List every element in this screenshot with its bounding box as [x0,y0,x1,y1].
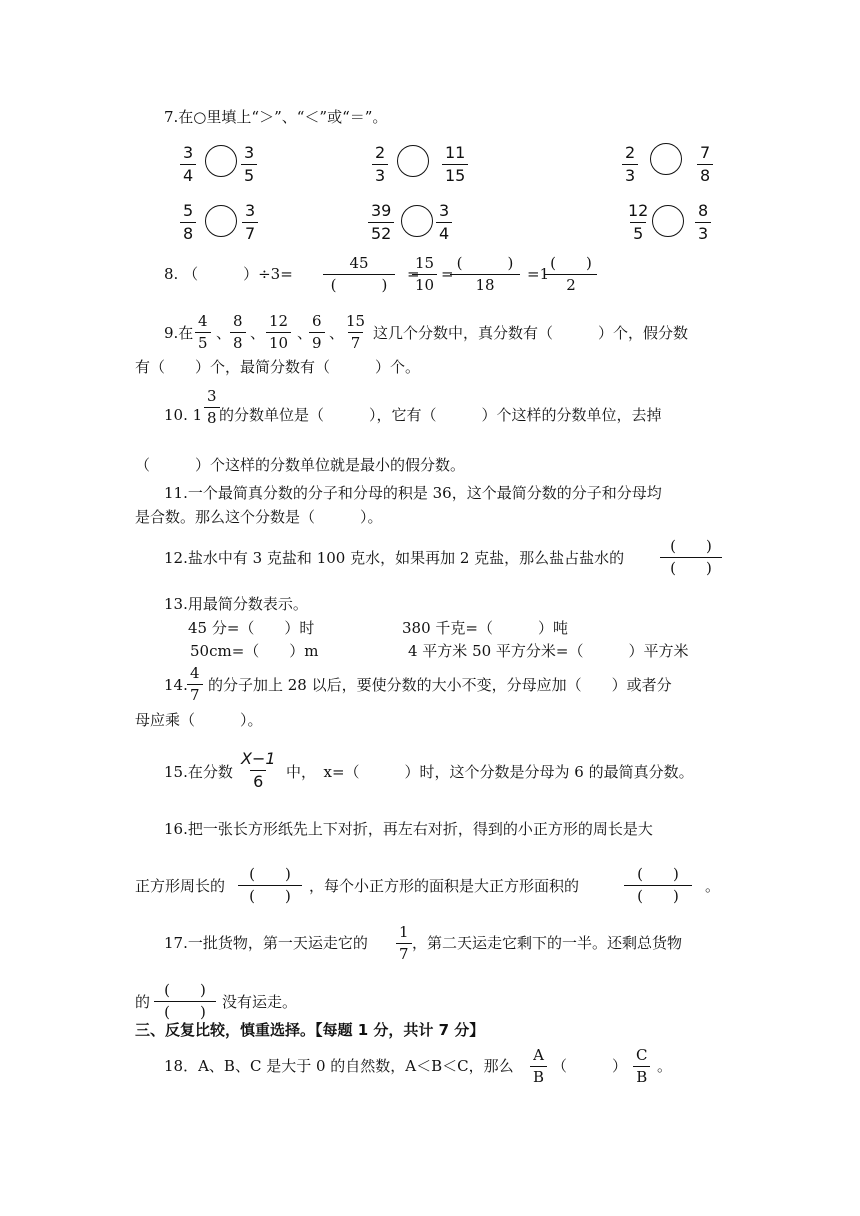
q18-end: 。 [657,1057,673,1075]
q7-frac: $\frac{7}{8}$ [697,145,713,184]
q9-frac: $\frac{15}{7}$ [346,312,366,352]
q7-frac: $\frac{12}{5}$ [628,201,649,243]
q8-frac-1: 45 ( ) [323,256,395,293]
q18-answer-blank[interactable]: （ ） [552,1057,628,1075]
q16-line2c: 。 [705,877,721,895]
q7-frac: $\frac{5}{8}$ [180,203,196,242]
q16-answer-blank-1[interactable]: ( ) ( ) [238,867,302,904]
q17-line2a: 的 [135,993,151,1011]
q7-answer-circle[interactable] [650,143,682,175]
q13-stem: 13.用最简分数表示。 [164,595,308,613]
q13-item: 45 分=（ ）时 [188,619,315,637]
q13-item: 4 平方米 50 平方分米=（ ）平方米 [408,642,689,660]
q11-line2: 是合数。那么这个分数是（ ）。 [135,508,383,526]
q9-sep: 、 [329,324,345,342]
q16-answer-blank-2[interactable]: ( ) ( ) [624,867,692,904]
q7-answer-circle[interactable] [652,205,684,237]
q14-frac: $\frac{4}{7}$ [187,666,203,703]
q10-prefix: 10. 1 [164,406,203,424]
q16-line2b: ，每个小正方形的面积是大正方形面积的 [309,877,580,895]
section-3-heading: 三、反复比较，慎重选择。【每题 1 分，共计 7 分】 [135,1021,485,1039]
q18-frac-2: $\frac{C}{B}$ [633,1048,650,1085]
q9-sep: 、 [297,324,313,342]
q7-answer-circle[interactable] [205,145,237,177]
q8-equals-one: =1 [527,265,550,283]
q10-line1: 的分数单位是（ ），它有（ ）个这样的分数单位，去掉 [219,406,662,424]
q9-sep: 、 [250,324,266,342]
q8-frac-4: ( ) 2 [545,256,597,293]
q14-line1: 的分子加上 28 以后，要使分数的大小不变，分母应加（ ）或者分 [208,676,672,694]
q8-prefix: 8. （ ）÷3= [164,265,293,283]
q16-line2a: 正方形周长的 [135,877,226,895]
q9-frac: $\frac{8}{8}$ [230,314,246,351]
q7-frac: $\frac{8}{3}$ [695,203,711,242]
q8-frac-3: ( ) 18 [450,256,520,293]
q9-line1: 这几个分数中，真分数有（ ）个，假分数 [373,324,689,342]
q7-frac: $\frac{3}{4}$ [436,203,452,242]
q7-frac: $\frac{2}{3}$ [622,145,638,184]
q17-answer-blank[interactable]: ( ) ( ) [154,983,216,1020]
q9-frac: $\frac{6}{9}$ [309,314,325,351]
q7-answer-circle[interactable] [397,145,429,177]
q7-answer-circle[interactable] [205,205,237,237]
q9-prefix: 9.在 [164,324,194,342]
q9-sep: 、 [216,324,232,342]
q8-equals: = [407,265,420,283]
q12-text: 12.盐水中有 3 克盐和 100 克水，如果再加 2 克盐，那么盐占盐水的 [164,549,625,567]
q10-line2: （ ）个这样的分数单位就是最小的假分数。 [135,456,466,474]
q7-frac: $\frac{3}{4}$ [180,145,196,184]
q14-prefix: 14. [164,676,188,694]
q9-frac: $\frac{12}{10}$ [266,314,291,351]
q17-prefix: 17.一批货物，第一天运走它的 [164,934,368,952]
q7-frac: $\frac{3}{7}$ [242,203,258,242]
q7-frac: $\frac{2}{3}$ [372,145,388,184]
q7-frac: $\frac{11}{15}$ [442,145,468,184]
q8-equals: = [441,265,454,283]
q18-prefix: 18．A、B、C 是大于 0 的自然数，A＜B＜C，那么 [164,1057,514,1075]
q17-line1: ，第二天运走它剩下的一半。还剩总货物 [412,934,683,952]
q18-frac-1: $\frac{A}{B}$ [530,1048,547,1085]
q17-line2b: 没有运走。 [222,993,298,1011]
q14-line2: 母应乘（ ）。 [135,711,263,729]
q16-line1: 16.把一张长方形纸先上下对折，再左右对折，得到的小正方形的周长是大 [164,820,653,838]
q9-line2: 有（ ）个，最简分数有（ ）个。 [135,358,421,376]
q7-frac: $\frac{3}{5}$ [241,145,257,184]
q12-answer-blank[interactable]: ( ) ( ) [660,539,722,576]
q13-item: 50cm=（ ）m [190,642,319,660]
q7-answer-circle[interactable] [401,205,433,237]
q13-item: 380 千克=（ ）吨 [402,619,568,637]
q15-frac: $\frac{X-1}{6}$ [241,749,276,791]
q11-line1: 11.一个最简真分数的分子和分母的积是 36，这个最简分数的分子和分母均 [164,484,662,502]
q7-frac: $\frac{39}{52}$ [368,203,394,242]
q15-prefix: 15.在分数 [164,763,233,781]
q9-frac: $\frac{4}{5}$ [195,314,211,351]
q8-frac-2: $\frac{15}{10}$ [412,256,437,293]
q15-rest: 中， x=（ ）时，这个分数是分母为 6 的最简真分数。 [286,763,694,781]
q7-stem: 7.在○里填上“＞”、“＜”或“＝”。 [164,108,388,126]
q10-frac: $\frac{3}{8}$ [204,389,220,426]
q17-frac: $\frac{1}{7}$ [396,925,412,962]
